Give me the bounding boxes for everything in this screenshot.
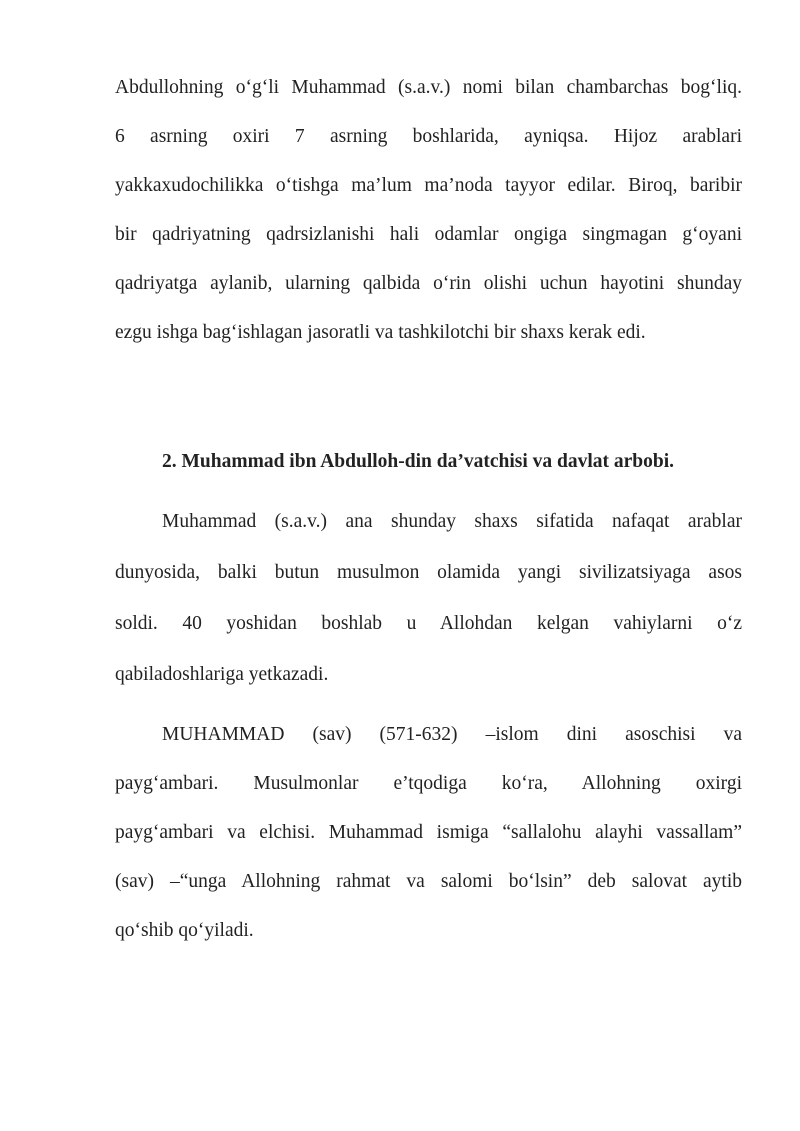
section-heading: 2. Muhammad ibn Abdulloh-din da’vatchisi va davlat arbobi. — [162, 451, 675, 472]
text-line: payg‘ambari. Musulmonlar e’tqodiga ko‘ra, Allohning oxirgi — [115, 773, 742, 794]
text-line: dunyosida, balki butun musulmon olamida yangi sivilizatsiyaga asos — [115, 562, 742, 583]
paragraph-intro — [115, 78, 742, 342]
text-line: Muhammad (s.a.v.) ana shunday shaxs sifatida nafaqat arablar — [162, 511, 742, 532]
text-line: payg‘ambari va elchisi. Muhammad ismiga “sallalohu alayhi vassallam” — [115, 822, 742, 843]
text-line: ezgu ishga bag‘ishlagan jasoratli va tashkilotchi bir shaxs kerak edi. — [115, 322, 646, 343]
text-line: soldi. 40 yoshidan boshlab u Allohdan kelgan vahiylarni o‘z — [115, 613, 742, 634]
text-line: qadriyatga aylanib, ularning qalbida o‘rin olishi uchun hayotini shunday — [115, 273, 742, 294]
text-line: MUHAMMAD (sav) (571-632) –islom dini asoschisi va — [162, 724, 742, 745]
text-line: yakkaxudochilikka o‘tishga ma’lum ma’noda tayyor edilar. Biroq, baribir — [115, 175, 742, 196]
paragraph-muhammad-founder — [115, 512, 742, 684]
text-line: qabiladoshlariga yetkazadi. — [115, 664, 329, 685]
text-line: bir qadriyatning qadrsizlanishi hali odamlar ongiga singmagan g‘oyani — [115, 224, 742, 245]
paragraph-muhammad-biography — [115, 725, 742, 940]
text-line: Abdullohning o‘g‘li Muhammad (s.a.v.) nomi bilan chambarchas bog‘liq. — [115, 77, 742, 98]
text-line: 6 asrning oxiri 7 asrning boshlarida, ayniqsa. Hijoz arablari — [115, 126, 742, 147]
text-line: qo‘shib qo‘yiladi. — [115, 920, 254, 941]
text-line: (sav) –“unga Allohning rahmat va salomi bo‘lsin” deb salovat aytib — [115, 871, 742, 892]
